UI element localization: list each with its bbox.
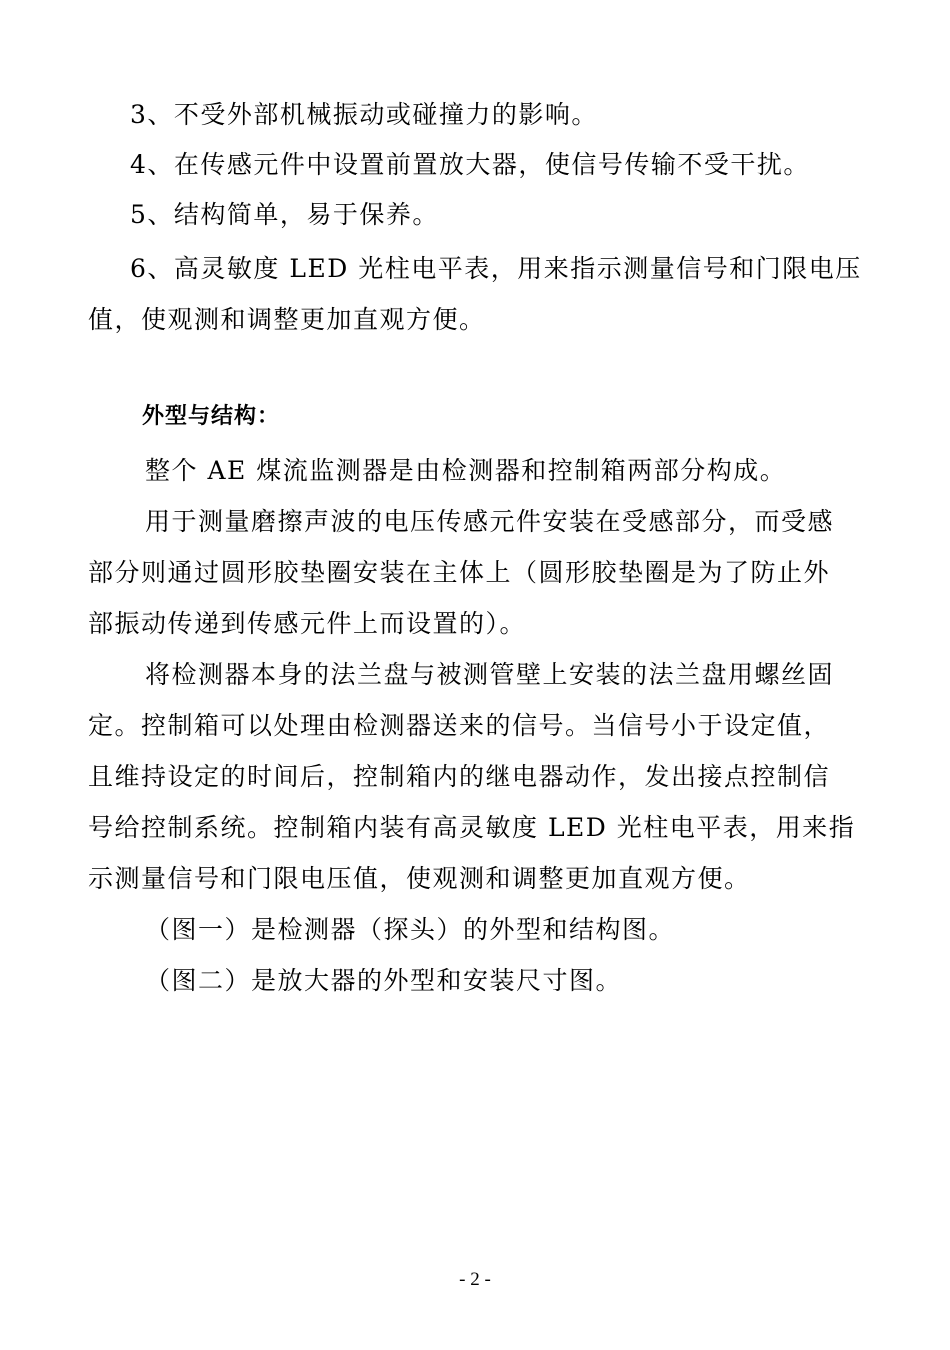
paragraph-2-line3: 部振动传递到传感元件上而设置的）。 [88,609,527,638]
feature-item-6-line2: 值，使观测和调整更加直观方便。 [88,305,486,334]
paragraph-3-line1: 将检测器本身的法兰盘与被测管壁上安装的法兰盘用螺丝固 [145,660,835,689]
feature-item-4: 4、在传感元件中设置前置放大器，使信号传输不受干扰。 [130,150,810,179]
figure-caption-1: （图一）是检测器（探头）的外型和结构图。 [145,915,676,944]
figure-caption-2: （图二）是放大器的外型和安装尺寸图。 [145,966,623,995]
feature-item-6-line1: 6、高灵敏度 LED 光柱电平表，用来指示测量信号和门限电压 [130,254,862,283]
section-heading: 外型与结构： [142,404,281,429]
feature-item-5: 5、结构简单，易于保养。 [130,200,439,229]
paragraph-2-line1: 用于测量磨擦声波的电压传感元件安装在受感部分，而受感 [145,507,835,536]
page-number: - 2 - [459,1269,491,1290]
paragraph-2-line2: 部分则通过圆形胶垫圈安装在主体上（圆形胶垫圈是为了防止外 [88,558,831,587]
feature-item-3: 3、不受外部机械振动或碰撞力的影响。 [130,100,598,129]
paragraph-3-line2: 定。控制箱可以处理由检测器送来的信号。当信号小于设定值， [88,711,831,740]
paragraph-3-line4: 号给控制系统。控制箱内装有高灵敏度 LED 光柱电平表，用来指 [88,813,856,842]
paragraph-3-line5: 示测量信号和门限电压值，使观测和调整更加直观方便。 [88,864,751,893]
paragraph-1: 整个 AE 煤流监测器是由检测器和控制箱两部分构成。 [145,456,787,485]
paragraph-3-line3: 且维持设定的时间后，控制箱内的继电器动作，发出接点控制信 [88,762,831,791]
